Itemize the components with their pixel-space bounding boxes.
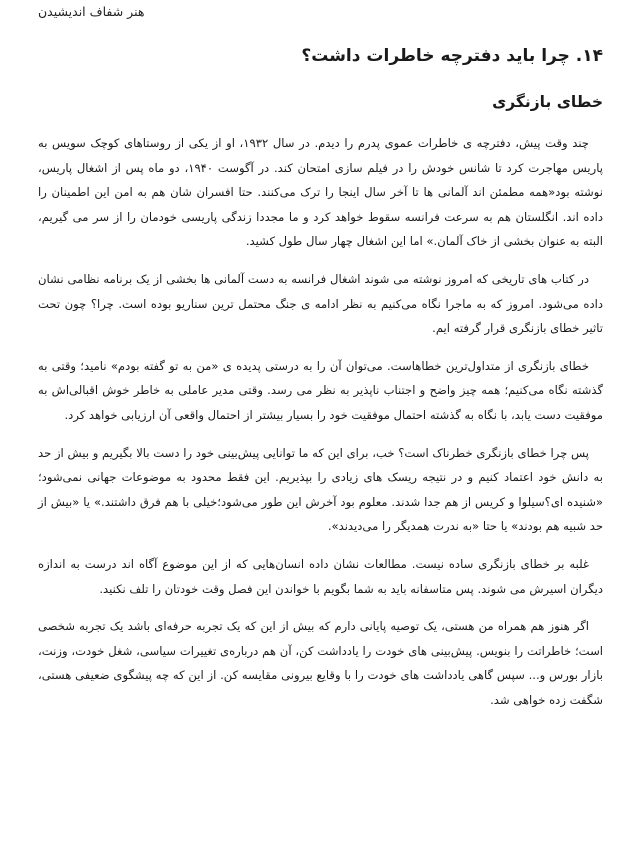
paragraph: غلبه بر خطای بازنگری ساده نیست. مطالعات نشان داده انسان‌هایی که از این موضوع آگاه اند درست به اندازه دیگران اسیرش می شوند. پس متاسفانه باید به شما بگویم با خواندن این فصل وقت خودتان را تلف نکنید. [38, 556, 603, 596]
section-title: خطای بازنگری [492, 93, 603, 111]
paragraph: پس چرا خطای بازنگری خطرناک است؟ خب، برای این که ما توانایی پیش‌بینی خود را دست بالا بگیریم و بیش از حد به دانش خود اعتماد کنیم و در نتیجه ریسک های زیادی را بپذیریم. این فقط محدود به موضوعات جهانی نمی‌شود؛ «شنیده ای؟سیلوا و کریس از هم جدا شدند. معلوم بود آخرش این طور می‌شود؛خیلی با هم فرق داشتند.» یا «بیش از حد شبیه هم بودند» یا حتا «به ندرت همدیگر را می‌دیدند». [38, 445, 603, 534]
chapter-title: ۱۴. چرا باید دفترچه خاطرات داشت؟ [301, 46, 603, 66]
running-header: هنر شفاف اندیشیدن [38, 4, 145, 19]
paragraph: چند وقت پیش، دفترچه ی خاطرات عموی پدرم را دیدم. در سال ۱۹۳۲، او از یکی از روستاهای کوچک سویس به پاریس مهاجرت کرد تا شانس خودش را در فیلم سازی امتحان کند. در آگوست ۱۹۴۰، دو ماه پس از اشغال پاریس، نوشته بود«همه مطمئن اند آلمانی ها تا آخر سال اینجا را ترک می‌کنند. حتا افسران شان هم به امن این اطمینان را داده اند. انگلستان هم به سرعت فرانسه سقوط خواهد کرد و ما مجددا زندگی پاریسی خودمان را از سر می گیریم، البته به عنوان بخشی از خاک آلمان.» اما این اشغال چهار سال طول کشید. [38, 136, 603, 249]
paragraph: در کتاب های تاریخی که امروز نوشته می شوند اشغال فرانسه به دست آلمانی ها بخشی از یک برنامه نظامی نشان داده می‌شود. امروز که به ماجرا نگاه می‌کنیم به نظر ادامه ی جنگ محتمل ترین سناریو بوده است. چرا؟ چون تحت تاثیر خطای بازنگری قرار گرفته ایم. [38, 271, 603, 336]
paragraph: خطای بازنگری از متداول‌ترین خطاهاست. می‌توان آن را به درستی پدیده ی «من به تو گفته بودم» نامید؛ وقتی به گذشته نگاه می‌کنیم؛ همه چیز واضح و اجتناب ناپذیر به نظر می رسد. وقتی مدیر عاملی به خاطر خوش اقبالی‌اش به موفقیت دست یابد، با نگاه به گذشته احتمال موفقیت خود را بسیار بیشتر از احتمال واقعی آن ارزیابی خواهد کرد. [38, 358, 603, 422]
paragraph: اگر هنوز هم همراه من هستی، یک توصیه پایانی دارم که بیش از این که یک تجربه حرفه‌ای باشد یک تجربه شخصی است؛ خاطراتت را بنویس. پیش‌بینی های خودت را یادداشت کن، آن هم درباره‌ی تغییرات سیاسی، شغل خودت، وزنت، بازار بورس و... سپس گاهی یادداشت های خودت را با وقایع بیرونی مقایسه کن. از این که چه پیشگوی ضعیفی هستی، شگفت زده خواهی شد. [38, 619, 603, 707]
body-text [38, 131, 603, 725]
